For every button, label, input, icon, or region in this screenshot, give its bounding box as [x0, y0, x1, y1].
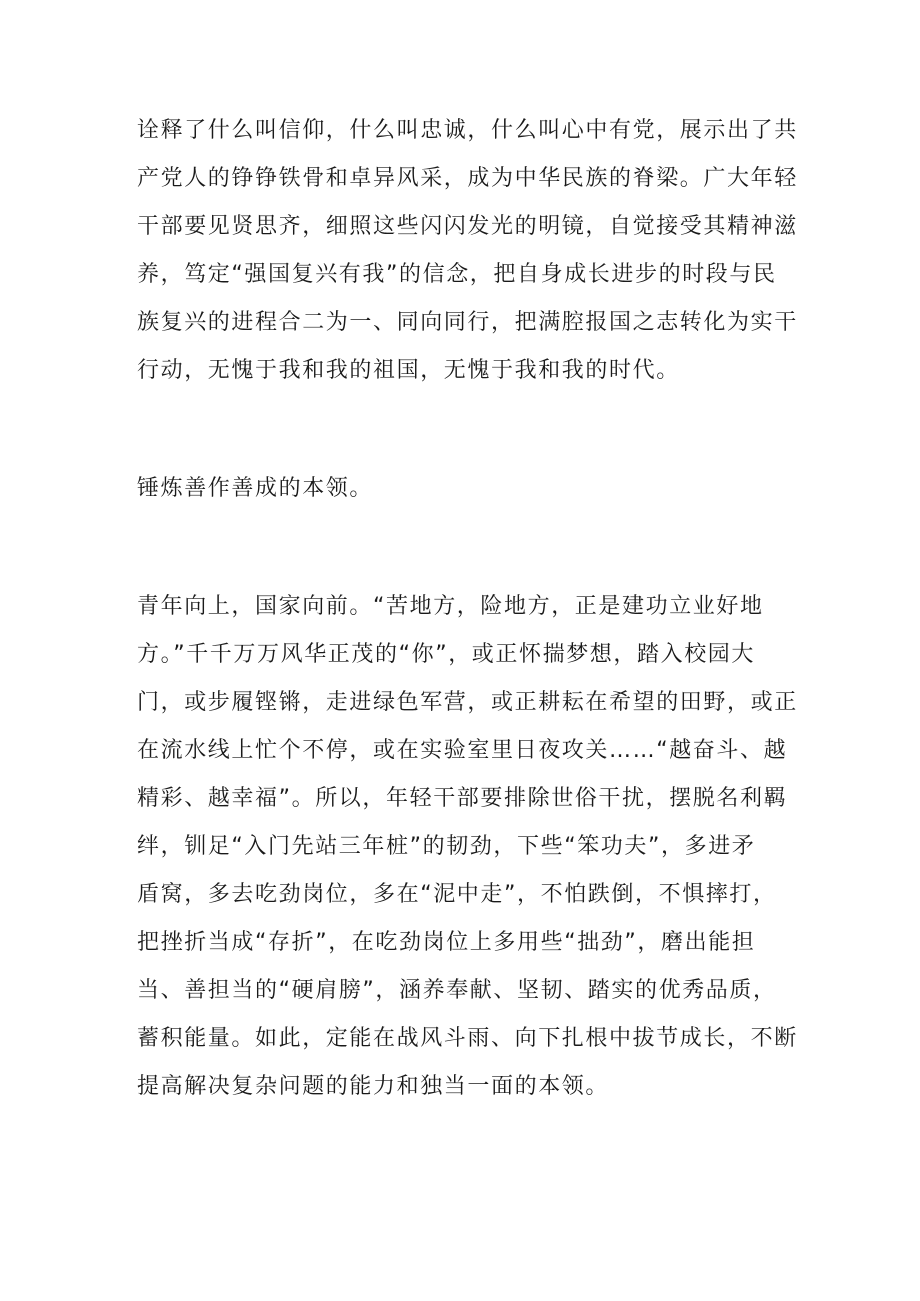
paragraph-line: 青年向上，国家向前。“苦地方，险地方，正是建功立业好地: [137, 594, 764, 619]
paragraph-line: 精彩、越幸福”。所以，年轻干部要排除世俗干扰，摆脱名利羁: [137, 786, 788, 811]
paragraph-line: 蓄积能量。如此，定能在战风斗雨、向下扎根中拔节成长，不断: [137, 1026, 798, 1051]
paragraph-line: 诠释了什么叫信仰，什么叫忠诚，什么叫心中有党，展示出了共: [137, 118, 798, 143]
paragraph-line: 把挫折当成“存折”，在吃劲岗位上多用些“拙劲”，磨出能担: [137, 930, 756, 955]
paragraph-line: 盾窝，多去吃劲岗位，多在“泥中走”，不怕跌倒，不惧摔打，: [137, 882, 777, 907]
paragraph-line: 门，或步履铿锵，走进绿色军营，或正耕耘在希望的田野，或正: [137, 690, 798, 715]
paragraph-line: 当、善担当的“硬肩膀”，涵养奉献、坚韧、踏实的优秀品质，: [137, 978, 777, 1003]
paragraph-line: 绊，钏足“入门先站三年桩”的韧劲，下些“笨功夫”，多进矛: [137, 834, 756, 859]
paragraph-line: 提高解决复杂问题的能力和独当一面的本领。: [137, 1074, 610, 1099]
paragraph-line: 产党人的铮铮铁骨和卓异风采，成为中华民族的脊梁。广大年轻: [137, 166, 798, 191]
paragraph-line: 族复兴的进程合二为一、同向同行，把满腔报国之志转化为实干: [137, 310, 798, 335]
paragraph-line: 干部要见贤思齐，细照这些闪闪发光的明镜，自觉接受其精神滋: [137, 214, 798, 239]
section-heading: 锤炼善作善成的本领。: [137, 476, 374, 501]
paragraph-line: 养，笃定“强国复兴有我”的信念，把自身成长进步的时段与民: [137, 262, 777, 287]
paragraph-line: 在流水线上忙个不停，或在实验室里日夜攻关……“越奋斗、越: [137, 738, 788, 763]
paragraph-line: 方。”千千万万风华正茂的“你”，或正怀揣梦想，踏入校园大: [137, 642, 755, 667]
paragraph-line: 行动，无愧于我和我的祖国，无愧于我和我的时代。: [137, 358, 680, 383]
